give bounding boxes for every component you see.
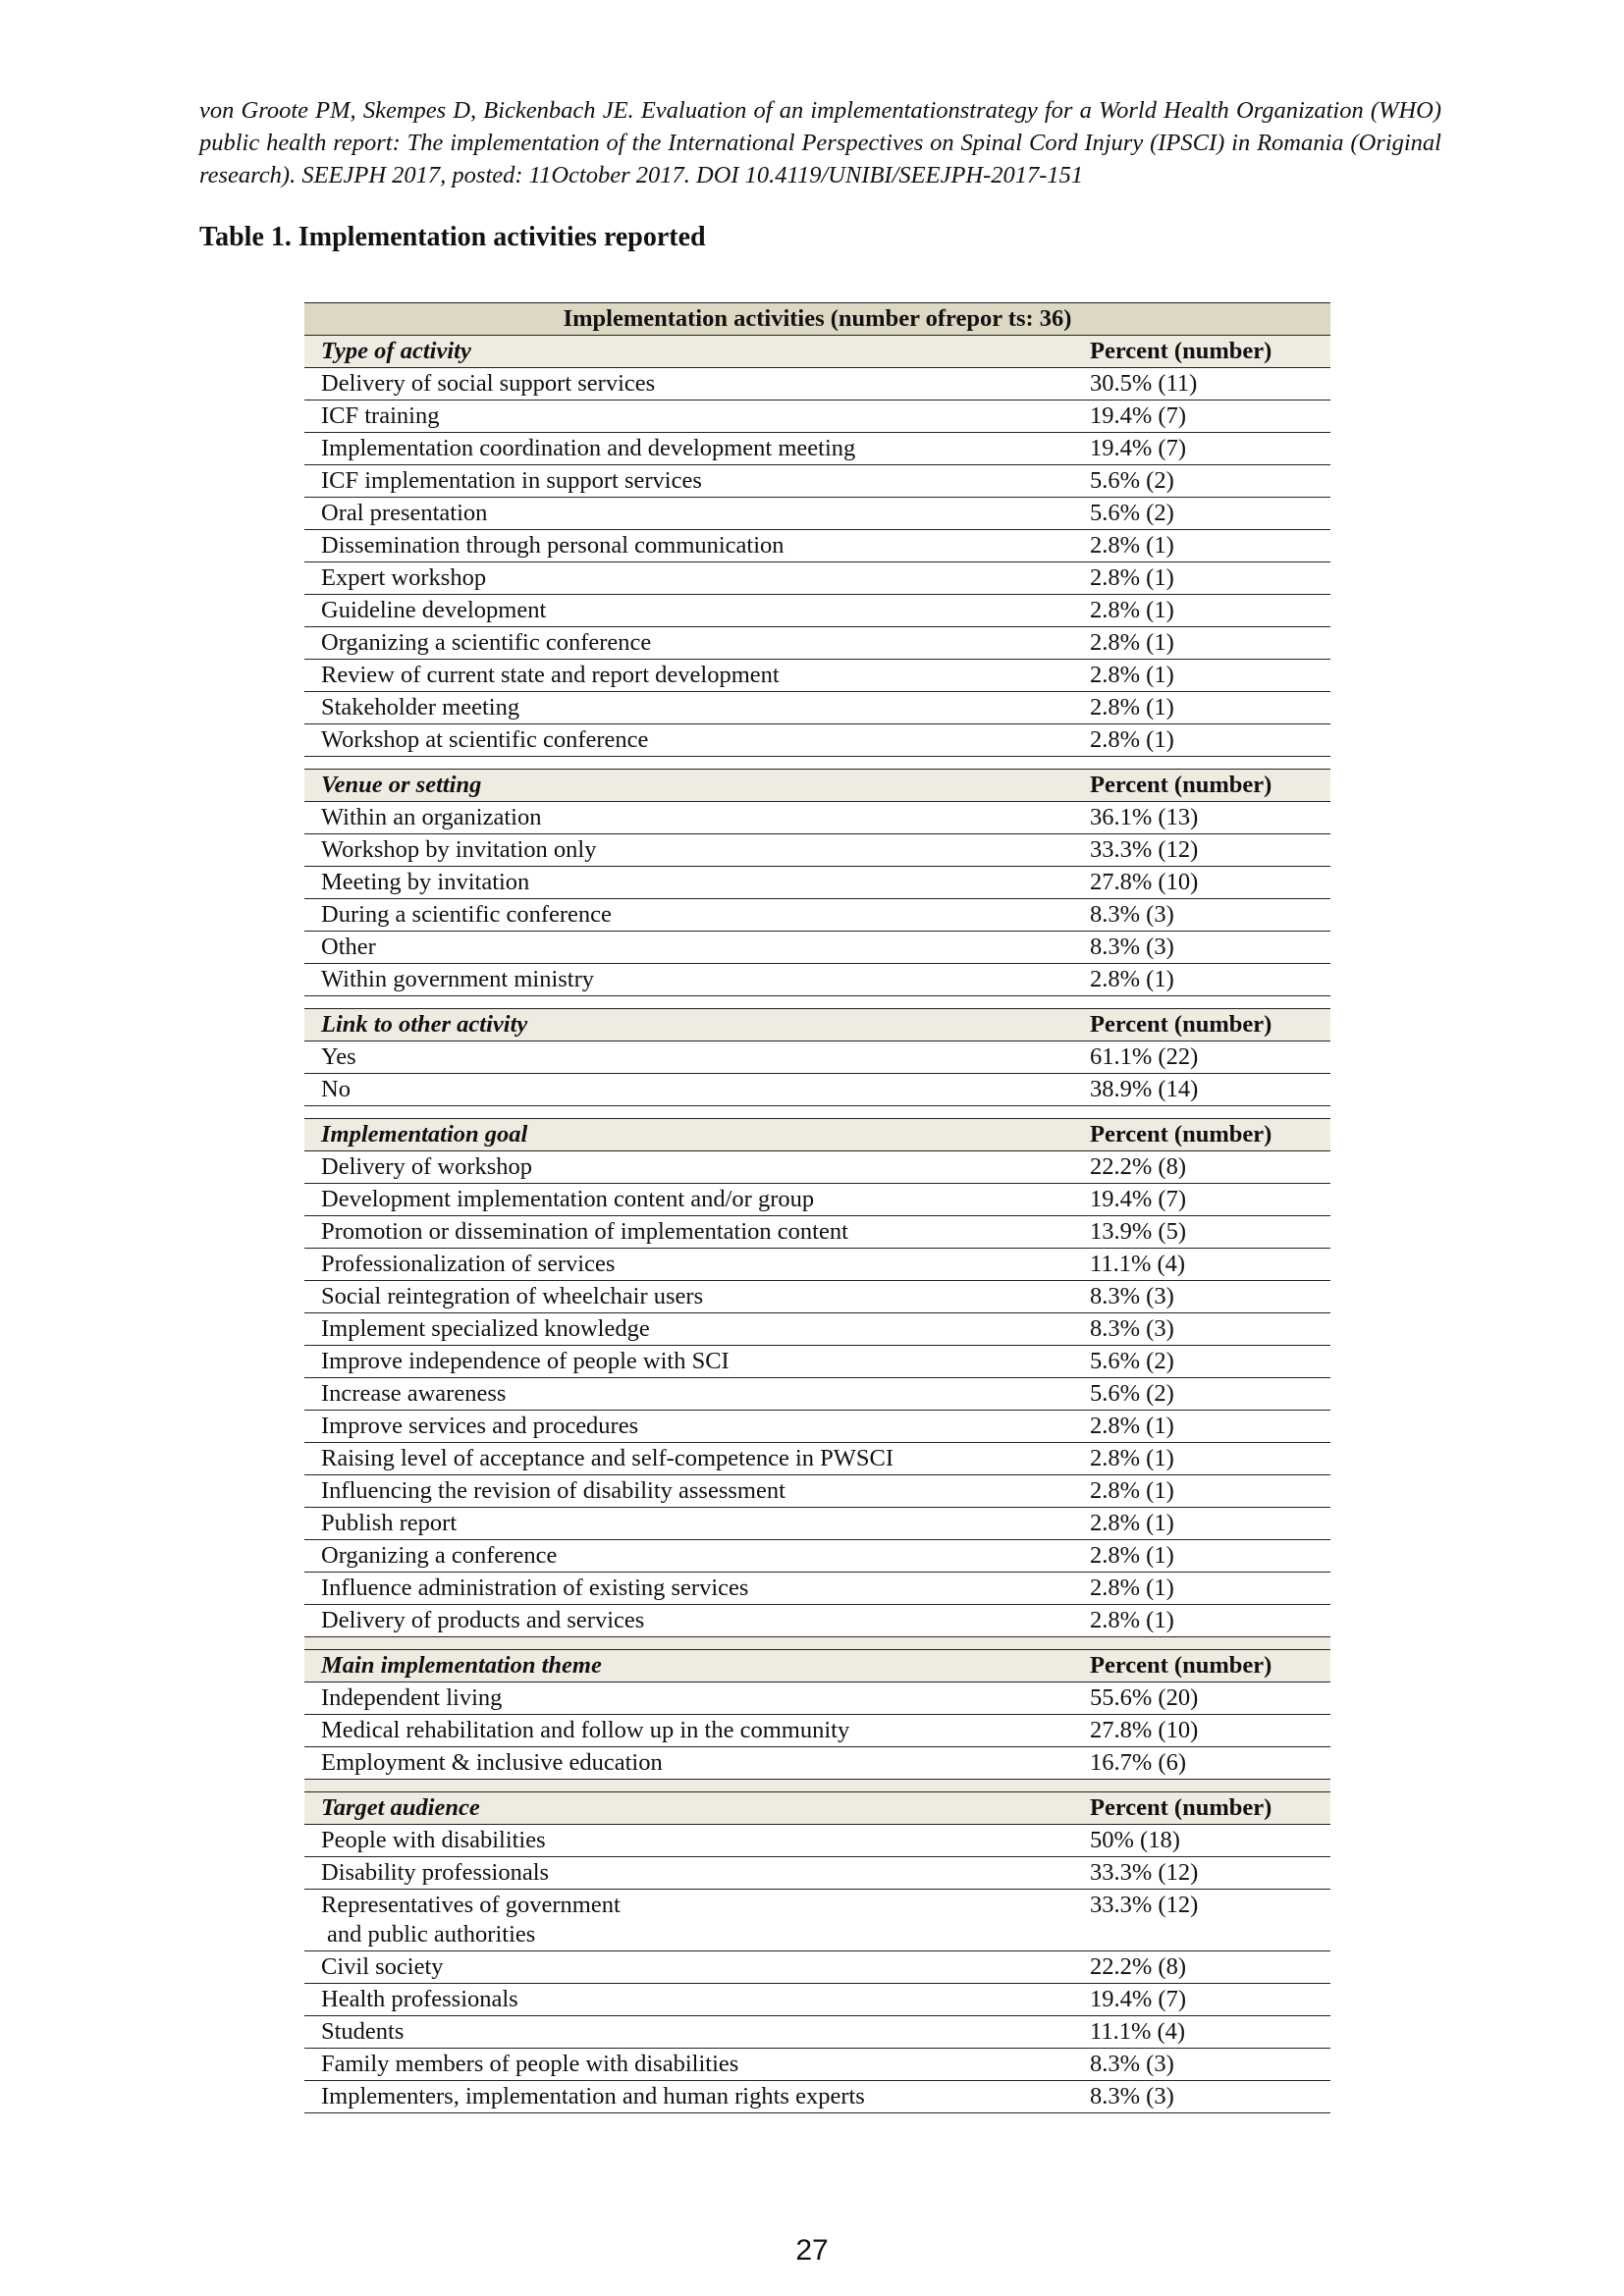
row-label-cell bbox=[304, 964, 1090, 996]
table-row bbox=[304, 2081, 1330, 2113]
table-row bbox=[304, 1041, 1330, 1074]
row-label: Stakeholder meeting bbox=[321, 694, 520, 721]
row-label: During a scientific conference bbox=[321, 901, 612, 928]
row-value: 5.6% (2) bbox=[1090, 465, 1330, 498]
table-row bbox=[304, 1951, 1330, 1984]
row-value: 2.8% (1) bbox=[1090, 1605, 1330, 1637]
row-value: 38.9% (14) bbox=[1090, 1074, 1330, 1106]
row-label: Delivery of workshop bbox=[321, 1153, 533, 1180]
row-label-cell bbox=[304, 498, 1090, 530]
row-label: Development implementation content and/or group bbox=[321, 1186, 815, 1212]
section-heading: Link to other activity bbox=[304, 1009, 1090, 1041]
row-label: Guideline development bbox=[321, 597, 547, 623]
table-row bbox=[304, 1074, 1330, 1106]
row-value: 8.3% (3) bbox=[1090, 932, 1330, 964]
table-row bbox=[304, 1984, 1330, 2016]
row-value: 33.3% (12) bbox=[1090, 834, 1330, 867]
table-row bbox=[304, 433, 1330, 465]
row-label: Implementers, implementation and human rights experts bbox=[321, 2083, 865, 2109]
row-label: Health professionals bbox=[321, 1986, 518, 2012]
row-label-cell bbox=[304, 834, 1090, 867]
row-value: 2.8% (1) bbox=[1090, 595, 1330, 627]
section-heading: Type of activity bbox=[304, 336, 1090, 368]
spacer-cell bbox=[304, 1106, 1330, 1119]
table-row bbox=[304, 1443, 1330, 1475]
row-label: Delivery of products and services bbox=[321, 1607, 645, 1633]
row-label-cell bbox=[304, 2016, 1090, 2049]
row-label-cell bbox=[304, 1747, 1090, 1780]
table-row bbox=[304, 530, 1330, 562]
table-row bbox=[304, 1573, 1330, 1605]
row-value: 22.2% (8) bbox=[1090, 1951, 1330, 1984]
row-value: 19.4% (7) bbox=[1090, 433, 1330, 465]
row-value: 5.6% (2) bbox=[1090, 498, 1330, 530]
page-number: 27 bbox=[795, 2234, 829, 2267]
table-row bbox=[304, 400, 1330, 433]
row-label-cell bbox=[304, 692, 1090, 724]
row-label-cell bbox=[304, 400, 1090, 433]
section-heading: Venue or setting bbox=[304, 770, 1090, 802]
row-value: 61.1% (22) bbox=[1090, 1041, 1330, 1074]
row-label-cell bbox=[304, 1682, 1090, 1715]
row-label-cell bbox=[304, 1281, 1090, 1313]
row-label: Disability professionals bbox=[321, 1859, 550, 1886]
row-value: 2.8% (1) bbox=[1090, 964, 1330, 996]
row-label-cell bbox=[304, 465, 1090, 498]
row-label: Raising level of acceptance and self-competence in PWSCI bbox=[321, 1445, 894, 1471]
table-row bbox=[304, 964, 1330, 996]
row-value: 2.8% (1) bbox=[1090, 1411, 1330, 1443]
row-label: Workshop at scientific conference bbox=[321, 726, 649, 753]
row-label: Influencing the revision of disability assessment bbox=[321, 1477, 785, 1504]
table-row bbox=[304, 802, 1330, 834]
row-value: 2.8% (1) bbox=[1090, 627, 1330, 660]
row-label-cell bbox=[304, 1508, 1090, 1540]
table-row bbox=[304, 1747, 1330, 1780]
table-row bbox=[304, 932, 1330, 964]
row-label: ICF implementation in support services bbox=[321, 467, 702, 494]
row-label-cell bbox=[304, 1540, 1090, 1573]
table-row bbox=[304, 1346, 1330, 1378]
row-value: 30.5% (11) bbox=[1090, 368, 1330, 400]
row-label: Employment & inclusive education bbox=[321, 1749, 663, 1776]
row-label: Oral presentation bbox=[321, 500, 488, 526]
row-label-cell bbox=[304, 1074, 1090, 1106]
table-row bbox=[304, 1682, 1330, 1715]
table-row bbox=[304, 899, 1330, 932]
row-label: Social reintegration of wheelchair users bbox=[321, 1283, 704, 1309]
table-row bbox=[304, 1540, 1330, 1573]
spacer-cell bbox=[304, 1637, 1330, 1650]
row-label-cell bbox=[304, 1378, 1090, 1411]
row-label-cell bbox=[304, 867, 1090, 899]
row-label: Within government ministry bbox=[321, 966, 595, 992]
row-label-cell bbox=[304, 562, 1090, 595]
row-value: 8.3% (3) bbox=[1090, 2081, 1330, 2113]
row-label-cell bbox=[304, 1605, 1090, 1637]
table-row bbox=[304, 627, 1330, 660]
row-label: ICF training bbox=[321, 402, 440, 429]
section-header-row bbox=[304, 1119, 1330, 1151]
row-value: 2.8% (1) bbox=[1090, 562, 1330, 595]
row-label-cell bbox=[304, 1715, 1090, 1747]
table-row bbox=[304, 1715, 1330, 1747]
row-value: 2.8% (1) bbox=[1090, 1443, 1330, 1475]
row-label-cell bbox=[304, 899, 1090, 932]
row-label-cell bbox=[304, 2081, 1090, 2113]
row-label-cell bbox=[304, 1857, 1090, 1890]
table-row bbox=[304, 1475, 1330, 1508]
row-label: Organizing a scientific conference bbox=[321, 629, 652, 656]
row-value: 5.6% (2) bbox=[1090, 1346, 1330, 1378]
table-row bbox=[304, 1378, 1330, 1411]
table-caption: Table 1. Implementation activities reported bbox=[199, 222, 706, 252]
row-label: Expert workshop bbox=[321, 564, 487, 591]
implementation-activities-table bbox=[304, 302, 1330, 2113]
row-label: Within an organization bbox=[321, 804, 542, 830]
row-label: Workshop by invitation only bbox=[321, 836, 597, 863]
row-label-cell bbox=[304, 1443, 1090, 1475]
row-value: 27.8% (10) bbox=[1090, 1715, 1330, 1747]
row-value: 2.8% (1) bbox=[1090, 724, 1330, 757]
row-value: 2.8% (1) bbox=[1090, 660, 1330, 692]
row-label: Yes bbox=[321, 1043, 356, 1070]
table-row bbox=[304, 1151, 1330, 1184]
row-label: Family members of people with disabilities bbox=[321, 2051, 739, 2077]
row-label-cell bbox=[304, 1041, 1090, 1074]
row-label: Dissemination through personal communication bbox=[321, 532, 785, 559]
section-spacer bbox=[304, 757, 1330, 770]
section-heading: Target audience bbox=[304, 1792, 1090, 1825]
table-row bbox=[304, 1184, 1330, 1216]
row-label-cell bbox=[304, 1313, 1090, 1346]
row-label: No bbox=[321, 1076, 351, 1102]
row-label-cell bbox=[304, 595, 1090, 627]
row-value: 19.4% (7) bbox=[1090, 1984, 1330, 2016]
value-column-header: Percent (number) bbox=[1090, 1792, 1330, 1825]
row-value: 33.3% (12) bbox=[1090, 1890, 1330, 1951]
row-label-cell bbox=[304, 1475, 1090, 1508]
row-label-cell bbox=[304, 1951, 1090, 1984]
row-value: 2.8% (1) bbox=[1090, 1573, 1330, 1605]
table-row bbox=[304, 562, 1330, 595]
table-row bbox=[304, 692, 1330, 724]
row-label-cell bbox=[304, 433, 1090, 465]
row-value: 5.6% (2) bbox=[1090, 1378, 1330, 1411]
row-label-cell bbox=[304, 1216, 1090, 1249]
row-label-cell bbox=[304, 1346, 1090, 1378]
row-value: 55.6% (20) bbox=[1090, 1682, 1330, 1715]
section-header-row bbox=[304, 1650, 1330, 1682]
row-label-continued: and public authorities bbox=[327, 1921, 536, 1948]
row-label-cell bbox=[304, 1184, 1090, 1216]
row-value: 2.8% (1) bbox=[1090, 1540, 1330, 1573]
value-column-header: Percent (number) bbox=[1090, 770, 1330, 802]
row-label: Increase awareness bbox=[321, 1380, 507, 1407]
table-row bbox=[304, 1249, 1330, 1281]
row-label-cell bbox=[304, 1825, 1090, 1857]
spacer-cell bbox=[304, 1780, 1330, 1792]
row-value: 50% (18) bbox=[1090, 1825, 1330, 1857]
row-value: 11.1% (4) bbox=[1090, 2016, 1330, 2049]
row-label: Professionalization of services bbox=[321, 1251, 616, 1277]
row-label-cell bbox=[304, 724, 1090, 757]
table-row bbox=[304, 1313, 1330, 1346]
value-column-header: Percent (number) bbox=[1090, 1009, 1330, 1041]
table-row bbox=[304, 1605, 1330, 1637]
row-label: Publish report bbox=[321, 1510, 458, 1536]
value-column-header: Percent (number) bbox=[1090, 1650, 1330, 1682]
table-row bbox=[304, 1216, 1330, 1249]
section-spacer bbox=[304, 1637, 1330, 1650]
table-row bbox=[304, 834, 1330, 867]
table-row bbox=[304, 867, 1330, 899]
row-label-cell bbox=[304, 368, 1090, 400]
row-label: Civil society bbox=[321, 1953, 444, 1980]
value-column-header: Percent (number) bbox=[1090, 1119, 1330, 1151]
spacer-cell bbox=[304, 757, 1330, 770]
citation-header: von Groote PM, Skempes D, Bickenbach JE. Evaluation of an implementationstrategy for a World Health Organization (WHO) public health report: The implementation of the International Perspectives on Spinal Cord Injury (IPSCI) in Romania (Original research). SEEJPH 2017, posted: 11October 2017. DOI 10.4119/UNIBI/SEEJPH-2017-151 bbox=[199, 97, 1441, 188]
row-value: 27.8% (10) bbox=[1090, 867, 1330, 899]
table-row bbox=[304, 595, 1330, 627]
section-header-row bbox=[304, 1792, 1330, 1825]
row-label: Influence administration of existing services bbox=[321, 1575, 749, 1601]
row-label: Implement specialized knowledge bbox=[321, 1315, 650, 1342]
row-label-cell bbox=[304, 1411, 1090, 1443]
spacer-cell bbox=[304, 996, 1330, 1009]
row-label-cell bbox=[304, 1573, 1090, 1605]
row-label-cell bbox=[304, 802, 1090, 834]
value-column-header: Percent (number) bbox=[1090, 336, 1330, 368]
table-row bbox=[304, 1281, 1330, 1313]
row-value: 8.3% (3) bbox=[1090, 899, 1330, 932]
table-row bbox=[304, 465, 1330, 498]
table-title-row bbox=[304, 303, 1330, 336]
row-label-cell bbox=[304, 1890, 1090, 1951]
row-label-cell bbox=[304, 1984, 1090, 2016]
table-row bbox=[304, 2049, 1330, 2081]
row-label-cell bbox=[304, 627, 1090, 660]
row-label: People with disabilities bbox=[321, 1827, 546, 1853]
row-label: Other bbox=[321, 934, 376, 960]
row-label-cell bbox=[304, 1249, 1090, 1281]
row-value: 8.3% (3) bbox=[1090, 1281, 1330, 1313]
row-value: 13.9% (5) bbox=[1090, 1216, 1330, 1249]
table-row bbox=[304, 1825, 1330, 1857]
row-label: Improve services and procedures bbox=[321, 1413, 639, 1439]
row-label: Independent living bbox=[321, 1684, 503, 1711]
row-value: 19.4% (7) bbox=[1090, 400, 1330, 433]
row-value: 19.4% (7) bbox=[1090, 1184, 1330, 1216]
section-heading: Main implementation theme bbox=[304, 1650, 1090, 1682]
row-label: Organizing a conference bbox=[321, 1542, 558, 1569]
table-row bbox=[304, 1857, 1330, 1890]
row-label: Medical rehabilitation and follow up in the community bbox=[321, 1717, 850, 1743]
row-label: Students bbox=[321, 2018, 405, 2045]
row-label-cell bbox=[304, 932, 1090, 964]
table-row bbox=[304, 498, 1330, 530]
section-heading: Implementation goal bbox=[304, 1119, 1090, 1151]
row-label: Review of current state and report development bbox=[321, 662, 780, 688]
row-label-cell bbox=[304, 530, 1090, 562]
row-label: Meeting by invitation bbox=[321, 869, 530, 895]
section-spacer bbox=[304, 1780, 1330, 1792]
row-value: 2.8% (1) bbox=[1090, 530, 1330, 562]
section-header-row bbox=[304, 770, 1330, 802]
row-label-cell bbox=[304, 660, 1090, 692]
table-row bbox=[304, 724, 1330, 757]
row-value: 11.1% (4) bbox=[1090, 1249, 1330, 1281]
table-row bbox=[304, 2016, 1330, 2049]
section-header-row bbox=[304, 336, 1330, 368]
table-row bbox=[304, 660, 1330, 692]
table-row bbox=[304, 1508, 1330, 1540]
table-title: Implementation activities (number ofrepor ts: 36) bbox=[304, 303, 1330, 336]
table-row bbox=[304, 1411, 1330, 1443]
section-header-row bbox=[304, 1009, 1330, 1041]
row-label: Promotion or dissemination of implementation content bbox=[321, 1218, 848, 1245]
row-value: 16.7% (6) bbox=[1090, 1747, 1330, 1780]
row-value: 8.3% (3) bbox=[1090, 1313, 1330, 1346]
row-value: 33.3% (12) bbox=[1090, 1857, 1330, 1890]
row-value: 8.3% (3) bbox=[1090, 2049, 1330, 2081]
row-label-cell bbox=[304, 1151, 1090, 1184]
row-label-cell bbox=[304, 2049, 1090, 2081]
row-value: 2.8% (1) bbox=[1090, 1475, 1330, 1508]
row-label: Improve independence of people with SCI bbox=[321, 1348, 730, 1374]
table-row bbox=[304, 368, 1330, 400]
row-label: Representatives of government bbox=[321, 1892, 621, 1918]
row-value: 22.2% (8) bbox=[1090, 1151, 1330, 1184]
row-value: 36.1% (13) bbox=[1090, 802, 1330, 834]
section-spacer bbox=[304, 1106, 1330, 1119]
row-label: Delivery of social support services bbox=[321, 370, 656, 397]
row-label: Implementation coordination and development meeting bbox=[321, 435, 856, 461]
section-spacer bbox=[304, 996, 1330, 1009]
row-value: 2.8% (1) bbox=[1090, 1508, 1330, 1540]
table-row bbox=[304, 1890, 1330, 1951]
row-value: 2.8% (1) bbox=[1090, 692, 1330, 724]
